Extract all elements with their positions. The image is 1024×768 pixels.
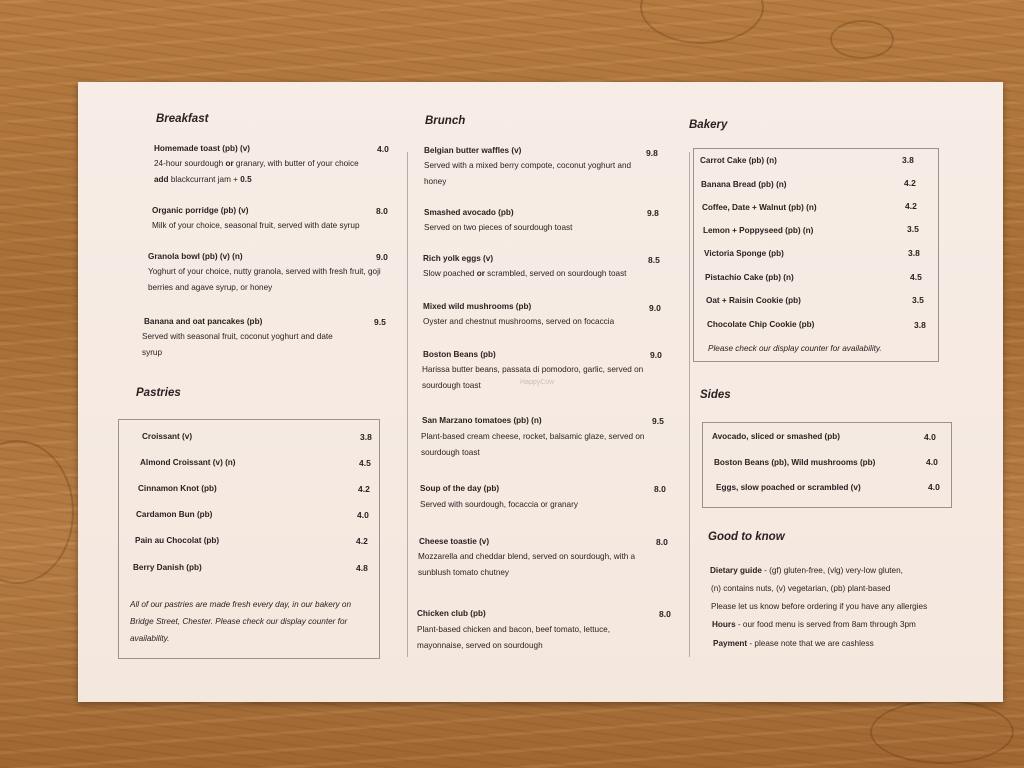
column-divider	[689, 152, 690, 657]
pastry-price: 4.2	[358, 484, 370, 494]
pastry-name: Croissant (v)	[142, 432, 193, 441]
menu-item-price: 9.8	[646, 148, 658, 158]
menu-card	[78, 82, 1003, 702]
bakery-item-price: 4.2	[904, 178, 916, 188]
menu-item-price: 4.0	[377, 144, 389, 154]
menu-item-name: Soup of the day (pb)	[420, 484, 500, 493]
menu-item-name: Homemade toast (pb) (v)	[154, 144, 250, 153]
menu-item-name: Mixed wild mushrooms (pb)	[423, 302, 532, 311]
side-item-name: Avocado, sliced or smashed (pb)	[712, 432, 840, 441]
payment-line: Payment - please note that we are cashless	[713, 639, 874, 648]
menu-item-name: Belgian butter waffles (v)	[424, 146, 522, 155]
good-to-know-heading: Good to know	[708, 531, 785, 543]
pastry-name: Pain au Chocolat (pb)	[135, 536, 220, 545]
bakery-item-price: 3.8	[914, 320, 926, 330]
menu-item-name: Cheese toastie (v)	[419, 537, 490, 546]
menu-item-description: Slow poached or scrambled, served on sourdough toast	[423, 269, 627, 278]
wood-knot	[830, 20, 894, 59]
bakery-item-name: Lemon + Poppyseed (pb) (n)	[703, 226, 814, 235]
menu-item-description: Served with seasonal fruit, coconut yoghurt and date syrup	[142, 332, 333, 357]
menu-item-price: 9.5	[374, 317, 386, 327]
menu-item-price: 8.5	[648, 255, 660, 265]
menu-item-name: Granola bowl (pb) (v) (n)	[148, 252, 243, 261]
side-item-name: Boston Beans (pb), Wild mushrooms (pb)	[714, 458, 876, 467]
menu-item-name: Banana and oat pancakes (pb)	[144, 317, 263, 326]
breakfast-heading: Breakfast	[156, 113, 209, 125]
menu-item-name: Boston Beans (pb)	[423, 350, 496, 359]
menu-item-name: Rich yolk eggs (v)	[423, 254, 494, 263]
bakery-item-price: 3.8	[902, 155, 914, 165]
menu-item-price: 8.0	[656, 537, 668, 547]
bakery-heading: Bakery	[689, 119, 728, 131]
pastry-name: Berry Danish (pb)	[133, 563, 202, 572]
side-item-price: 4.0	[926, 457, 938, 467]
column-divider	[407, 152, 408, 657]
bakery-item-name: Oat + Raisin Cookie (pb)	[706, 296, 801, 305]
sides-heading: Sides	[700, 389, 731, 401]
bakery-item-name: Victoria Sponge (pb)	[704, 249, 784, 258]
bakery-item-name: Chocolate Chip Cookie (pb)	[707, 320, 815, 329]
side-item-price: 4.0	[928, 482, 940, 492]
bakery-item-price: 3.5	[907, 224, 919, 234]
menu-item-price: 8.0	[654, 484, 666, 494]
menu-item-description: 24-hour sourdough or granary, with butter of your choice add blackcurrant jam + 0.5	[154, 159, 359, 184]
wood-knot	[870, 700, 1014, 764]
bakery-item-name: Carrot Cake (pb) (n)	[700, 156, 777, 165]
side-item-price: 4.0	[924, 432, 936, 442]
watermark: HappyCow	[520, 379, 555, 386]
menu-item-name: Chicken club (pb)	[417, 609, 486, 618]
menu-item-description: Mozzarella and cheddar blend, served on sourdough, with a sunblush tomato chutney	[418, 552, 636, 577]
menu-item-description: Plant-based cream cheese, rocket, balsamic glaze, served on sourdough toast	[421, 432, 645, 457]
menu-item-description: Oyster and chestnut mushrooms, served on focaccia	[423, 317, 615, 326]
menu-item-name: Organic porridge (pb) (v)	[152, 206, 249, 215]
menu-item-price: 9.8	[647, 208, 659, 218]
menu-item-price: 8.0	[659, 609, 671, 619]
bakery-note: Please check our display counter for availability.	[708, 344, 882, 353]
bakery-item-price: 3.8	[908, 248, 920, 258]
pastry-price: 4.8	[356, 563, 368, 573]
dietary-guide-line-2: (n) contains nuts, (v) vegetarian, (pb) plant-based	[711, 584, 891, 593]
side-item-name: Eggs, slow poached or scrambled (v)	[716, 483, 861, 492]
menu-item-price: 9.5	[652, 416, 664, 426]
pastry-price: 4.2	[356, 536, 368, 546]
wood-knot	[0, 440, 74, 584]
menu-item-description: Yoghurt of your choice, nutty granola, served with fresh fruit, goji berries and agave syrup, or honey	[148, 267, 381, 292]
menu-item-description: Plant-based chicken and bacon, beef tomato, lettuce, mayonnaise, served on sourdough	[417, 625, 610, 650]
menu-item-price: 9.0	[649, 303, 661, 313]
bakery-item-name: Pistachio Cake (pb) (n)	[705, 273, 794, 282]
pastry-name: Cinnamon Knot (pb)	[138, 484, 217, 493]
pastry-name: Cardamon Bun (pb)	[136, 510, 213, 519]
menu-item-price: 9.0	[376, 252, 388, 262]
pastry-price: 4.5	[359, 458, 371, 468]
brunch-heading: Brunch	[425, 115, 466, 127]
allergy-line: Please let us know before ordering if you have any allergies	[711, 602, 928, 611]
menu-item-description: Milk of your choice, seasonal fruit, served with date syrup	[152, 221, 360, 230]
menu-item-price: 8.0	[376, 206, 388, 216]
wood-knot	[640, 0, 764, 44]
pastry-name: Almond Croissant (v) (n)	[140, 458, 236, 467]
dietary-guide-line: Dietary guide - (gf) gluten-free, (vlg) very-low gluten,	[710, 566, 903, 575]
menu-item-description: Served on two pieces of sourdough toast	[424, 223, 573, 232]
bakery-item-price: 4.2	[905, 201, 917, 211]
bakery-item-price: 4.5	[910, 272, 922, 282]
hours-line: Hours - our food menu is served from 8am through 3pm	[712, 620, 916, 629]
menu-item-price: 9.0	[650, 350, 662, 360]
bakery-item-name: Banana Bread (pb) (n)	[701, 180, 787, 189]
pastry-price: 4.0	[357, 510, 369, 520]
menu-item-name: Smashed avocado (pb)	[424, 208, 514, 217]
menu-item-description: Served with sourdough, focaccia or granary	[420, 500, 578, 509]
bakery-item-price: 3.5	[912, 295, 924, 305]
pastries-heading: Pastries	[136, 387, 181, 399]
menu-item-description: Served with a mixed berry compote, coconut yoghurt and honey	[424, 161, 632, 186]
menu-item-description: Harissa butter beans, passata di pomodoro, garlic, served on sourdough toast	[422, 365, 644, 390]
bakery-item-name: Coffee, Date + Walnut (pb) (n)	[702, 203, 817, 212]
pastries-note: All of our pastries are made fresh every day, in our bakery on Bridge Street, Chester. Please check our display counter for availability.	[130, 600, 352, 643]
pastry-price: 3.8	[360, 432, 372, 442]
menu-item-name: San Marzano tomatoes (pb) (n)	[422, 416, 542, 425]
